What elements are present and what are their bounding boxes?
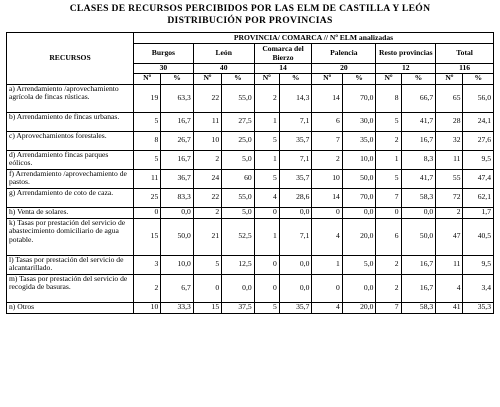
- recursos-header: RECURSOS: [7, 33, 134, 85]
- column-pct-label: %: [401, 73, 436, 84]
- table-row: [7, 112, 494, 131]
- count-cell: 2: [133, 274, 160, 302]
- count-cell: 47: [436, 218, 463, 255]
- resource-label: c) Aprovechamientos forestales.: [7, 131, 134, 150]
- column-pct-label: %: [279, 73, 312, 84]
- percent-cell: 83,3: [161, 188, 194, 207]
- percent-cell: 5,0: [222, 207, 255, 218]
- count-cell: 7: [376, 188, 401, 207]
- percent-cell: 8,3: [401, 150, 436, 169]
- count-cell: 0: [312, 207, 342, 218]
- percent-cell: 41,7: [401, 169, 436, 188]
- percent-cell: 16,7: [401, 255, 436, 274]
- percent-cell: 28,6: [279, 188, 312, 207]
- count-cell: 2: [193, 150, 221, 169]
- count-cell: 1: [312, 255, 342, 274]
- percent-cell: 20,0: [342, 302, 376, 313]
- column-pct-label: %: [342, 73, 376, 84]
- count-cell: 24: [193, 169, 221, 188]
- count-cell: 4: [254, 188, 279, 207]
- table-row: [7, 255, 494, 274]
- count-cell: 4: [436, 274, 463, 302]
- count-cell: 0: [193, 274, 221, 302]
- count-cell: 0: [376, 207, 401, 218]
- percent-cell: 47,4: [463, 169, 494, 188]
- count-cell: 2: [376, 274, 401, 302]
- count-cell: 14: [312, 188, 342, 207]
- percent-cell: 7,1: [279, 150, 312, 169]
- percent-cell: 7,1: [279, 218, 312, 255]
- title-line-1: CLASES DE RECURSOS PERCIBIDOS POR LAS ELM DE CASTILLA Y LEÓN: [69, 3, 431, 14]
- percent-cell: 7,1: [279, 112, 312, 131]
- count-cell: 11: [436, 150, 463, 169]
- table-row: [7, 169, 494, 188]
- percent-cell: 0,0: [279, 274, 312, 302]
- count-cell: 5: [254, 169, 279, 188]
- province-header: Resto provincias: [376, 44, 436, 64]
- percent-cell: 0,0: [401, 207, 436, 218]
- resource-label: d) Arrendamiento fincas parques eólicos.: [7, 150, 134, 169]
- column-pct-label: %: [222, 73, 255, 84]
- count-cell: 7: [376, 302, 401, 313]
- percent-cell: 12,5: [222, 255, 255, 274]
- count-cell: 28: [436, 112, 463, 131]
- province-count: 12: [376, 64, 436, 74]
- count-cell: 2: [376, 131, 401, 150]
- count-cell: 5: [254, 131, 279, 150]
- percent-cell: 52,5: [222, 218, 255, 255]
- province-count: 14: [254, 64, 312, 74]
- percent-cell: 36,7: [161, 169, 194, 188]
- count-cell: 5: [133, 150, 160, 169]
- column-n-label: Nº: [193, 73, 221, 84]
- percent-cell: 50,0: [401, 218, 436, 255]
- count-cell: 8: [376, 84, 401, 112]
- column-pct-label: %: [161, 73, 194, 84]
- column-pct-label: %: [463, 73, 494, 84]
- count-cell: 0: [254, 207, 279, 218]
- count-cell: 15: [193, 302, 221, 313]
- province-count: 116: [436, 64, 494, 74]
- count-cell: 10: [133, 302, 160, 313]
- percent-cell: 35,3: [463, 302, 494, 313]
- count-cell: 11: [193, 112, 221, 131]
- count-cell: 14: [312, 84, 342, 112]
- percent-cell: 16,7: [161, 150, 194, 169]
- count-cell: 5: [254, 302, 279, 313]
- percent-cell: 56,0: [463, 84, 494, 112]
- province-count: 20: [312, 64, 376, 74]
- count-cell: 11: [133, 169, 160, 188]
- percent-cell: 30,0: [342, 112, 376, 131]
- column-n-label: Nº: [133, 73, 160, 84]
- count-cell: 1: [254, 218, 279, 255]
- count-cell: 72: [436, 188, 463, 207]
- percent-cell: 27,5: [222, 112, 255, 131]
- percent-cell: 60: [222, 169, 255, 188]
- percent-cell: 9,5: [463, 255, 494, 274]
- count-cell: 22: [193, 84, 221, 112]
- count-cell: 41: [436, 302, 463, 313]
- count-cell: 55: [436, 169, 463, 188]
- percent-cell: 62,1: [463, 188, 494, 207]
- title-line-2: DISTRIBUCIÓN POR PROVINCIAS: [167, 15, 333, 26]
- count-cell: 1: [254, 112, 279, 131]
- count-cell: 2: [254, 84, 279, 112]
- count-cell: 5: [133, 112, 160, 131]
- province-count: 40: [193, 64, 254, 74]
- percent-cell: 16,7: [401, 274, 436, 302]
- province-header: Comarca del Bierzo: [254, 44, 312, 64]
- percent-cell: 35,7: [279, 169, 312, 188]
- count-cell: 3: [133, 255, 160, 274]
- count-cell: 2: [376, 255, 401, 274]
- percent-cell: 26,7: [161, 131, 194, 150]
- resource-label: m) Tasas por prestación del servicio de recogida de basuras.: [7, 274, 134, 302]
- province-header: Burgos: [133, 44, 193, 64]
- column-n-label: Nº: [312, 73, 342, 84]
- table-row: [7, 131, 494, 150]
- count-cell: 2: [312, 150, 342, 169]
- percent-cell: 55,0: [222, 188, 255, 207]
- table-row: [7, 150, 494, 169]
- percent-cell: 9,5: [463, 150, 494, 169]
- percent-cell: 16,7: [401, 131, 436, 150]
- count-cell: 4: [312, 302, 342, 313]
- percent-cell: 70,0: [342, 188, 376, 207]
- column-n-label: Nº: [254, 73, 279, 84]
- percent-cell: 20,0: [342, 218, 376, 255]
- percent-cell: 5,0: [342, 255, 376, 274]
- count-cell: 1: [376, 150, 401, 169]
- percent-cell: 6,7: [161, 274, 194, 302]
- percent-cell: 63,3: [161, 84, 194, 112]
- resource-label: n) Otros: [7, 302, 134, 313]
- percent-cell: 14,3: [279, 84, 312, 112]
- percent-cell: 35,0: [342, 131, 376, 150]
- percent-cell: 0,0: [161, 207, 194, 218]
- percent-cell: 0,0: [222, 274, 255, 302]
- percent-cell: 41,7: [401, 112, 436, 131]
- percent-cell: 0,0: [279, 207, 312, 218]
- count-cell: 2: [436, 207, 463, 218]
- province-header: León: [193, 44, 254, 64]
- count-cell: 5: [193, 255, 221, 274]
- province-group-header: PROVINCIA/ COMARCA // Nº ELM analizadas: [133, 33, 493, 44]
- count-cell: 4: [312, 218, 342, 255]
- percent-cell: 50,0: [342, 169, 376, 188]
- column-n-label: Nº: [436, 73, 463, 84]
- resource-label: l) Tasas por prestación del servicio de alcantarillado.: [7, 255, 134, 274]
- resource-label: k) Tasas por prestación del servicio de abastecimiento domiciliario de agua potable.: [7, 218, 134, 255]
- count-cell: 1: [254, 150, 279, 169]
- percent-cell: 0,0: [342, 274, 376, 302]
- count-cell: 5: [376, 112, 401, 131]
- resources-table: [6, 32, 494, 314]
- percent-cell: 37,5: [222, 302, 255, 313]
- count-cell: 65: [436, 84, 463, 112]
- count-cell: 10: [193, 131, 221, 150]
- count-cell: 22: [193, 188, 221, 207]
- resource-label: g) Arrendamiento de coto de caza.: [7, 188, 134, 207]
- percent-cell: 16,7: [161, 112, 194, 131]
- percent-cell: 70,0: [342, 84, 376, 112]
- percent-cell: 24,1: [463, 112, 494, 131]
- column-n-label: Nº: [376, 73, 401, 84]
- resource-label: a) Arrendamiento /aprovechamiento agrícola de fincas rústicas.: [7, 84, 134, 112]
- percent-cell: 0,0: [279, 255, 312, 274]
- percent-cell: 10,0: [161, 255, 194, 274]
- count-cell: 6: [312, 112, 342, 131]
- resource-label: h) Venta de solares.: [7, 207, 134, 218]
- percent-cell: 40,5: [463, 218, 494, 255]
- count-cell: 0: [312, 274, 342, 302]
- resource-label: f) Arrendamiento /aprovechamiento de pastos.: [7, 169, 134, 188]
- percent-cell: 1,7: [463, 207, 494, 218]
- percent-cell: 27,6: [463, 131, 494, 150]
- province-header: Total: [436, 44, 494, 64]
- table-row: [7, 207, 494, 218]
- percent-cell: 10,0: [342, 150, 376, 169]
- percent-cell: 0,0: [342, 207, 376, 218]
- percent-cell: 55,0: [222, 84, 255, 112]
- table-row: [7, 302, 494, 313]
- count-cell: 0: [254, 255, 279, 274]
- count-cell: 10: [312, 169, 342, 188]
- count-cell: 0: [133, 207, 160, 218]
- percent-cell: 35,7: [279, 302, 312, 313]
- count-cell: 0: [254, 274, 279, 302]
- percent-cell: 35,7: [279, 131, 312, 150]
- count-cell: 32: [436, 131, 463, 150]
- percent-cell: 33,3: [161, 302, 194, 313]
- count-cell: 2: [193, 207, 221, 218]
- percent-cell: 58,3: [401, 188, 436, 207]
- count-cell: 6: [376, 218, 401, 255]
- count-cell: 25: [133, 188, 160, 207]
- percent-cell: 58,3: [401, 302, 436, 313]
- count-cell: 11: [436, 255, 463, 274]
- percent-cell: 25,0: [222, 131, 255, 150]
- percent-cell: 50,0: [161, 218, 194, 255]
- table-row: [7, 274, 494, 302]
- count-cell: 8: [133, 131, 160, 150]
- percent-cell: 66,7: [401, 84, 436, 112]
- count-cell: 19: [133, 84, 160, 112]
- count-cell: 5: [376, 169, 401, 188]
- count-cell: 21: [193, 218, 221, 255]
- resource-label: b) Arrendamiento de fincas urbanas.: [7, 112, 134, 131]
- table-row: [7, 188, 494, 207]
- table-row: [7, 218, 494, 255]
- percent-cell: 3,4: [463, 274, 494, 302]
- province-count: 30: [133, 64, 193, 74]
- count-cell: 15: [133, 218, 160, 255]
- table-row: [7, 84, 494, 112]
- count-cell: 7: [312, 131, 342, 150]
- percent-cell: 5,0: [222, 150, 255, 169]
- province-header: Palencia: [312, 44, 376, 64]
